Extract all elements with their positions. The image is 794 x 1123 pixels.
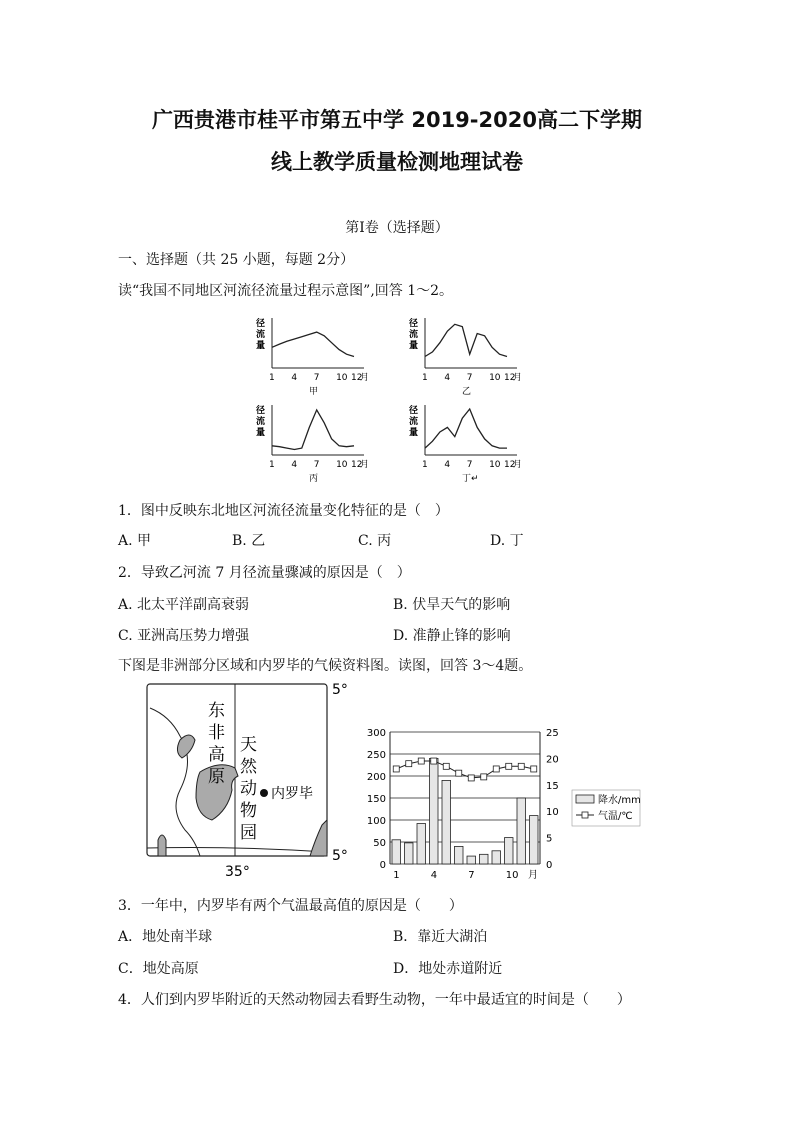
park-char: 物 bbox=[240, 801, 257, 821]
runoff-line bbox=[272, 332, 354, 356]
runoff-caption: 甲 bbox=[309, 387, 319, 397]
precip-bar bbox=[430, 758, 439, 864]
y-right-tick: 15 bbox=[546, 780, 559, 792]
question-4: 4．人们到内罗毕附近的天然动物园去看野生动物，一年中最适宜的时间是（ ） bbox=[118, 992, 631, 1008]
runoff-x-unit: 月 bbox=[360, 373, 370, 383]
question-2: 2．导致乙河流 7 月径流量骤减的原因是（ ） bbox=[118, 565, 411, 581]
precip-bar bbox=[467, 856, 476, 864]
runoff-ylabel-char: 径 bbox=[256, 319, 266, 329]
intro-runoff: 读“我国不同地区河流径流量过程示意图”,回答 1～2。 bbox=[118, 283, 454, 299]
q2-option-d: D. 准静止锋的影响 bbox=[393, 628, 511, 644]
y-left-tick: 200 bbox=[366, 772, 386, 783]
runoff-ylabel-char: 流 bbox=[409, 417, 419, 427]
part-heading: 一、选择题（共 25 小题，每题 2分） bbox=[118, 252, 355, 268]
runoff-x-tick: 12 bbox=[351, 373, 363, 383]
x-tick: 1 bbox=[393, 870, 400, 881]
runoff-x-tick: 7 bbox=[466, 460, 473, 470]
temp-marker bbox=[456, 770, 462, 776]
runoff-x-tick: 7 bbox=[313, 460, 320, 470]
question-1: 1．图中反映东北地区河流径流量变化特征的是（ ） bbox=[118, 503, 449, 519]
precip-bar bbox=[392, 840, 401, 864]
plateau-char: 高 bbox=[208, 745, 225, 765]
temp-line bbox=[396, 761, 534, 778]
q2-option-c: C. 亚洲高压势力增强 bbox=[118, 628, 250, 644]
runoff-x-tick: 10 bbox=[489, 373, 501, 383]
precip-bar bbox=[530, 816, 539, 864]
runoff-x-tick: 7 bbox=[313, 373, 320, 383]
runoff-ylabel-char: 量 bbox=[256, 428, 266, 438]
q2-option-a: A. 北太平洋副高衰弱 bbox=[118, 597, 250, 613]
runoff-x-unit: 月 bbox=[513, 460, 523, 470]
park-char: 动 bbox=[240, 779, 257, 799]
temp-marker bbox=[493, 766, 499, 772]
exam-title-line2: 线上教学质量检测地理试卷 bbox=[271, 150, 523, 174]
runoff-x-tick: 1 bbox=[269, 460, 275, 470]
q3-option-c: C．地处高原 bbox=[118, 961, 199, 977]
precip-bar bbox=[442, 780, 451, 864]
runoff-x-tick: 12 bbox=[351, 460, 363, 470]
temp-marker bbox=[518, 763, 524, 769]
runoff-caption: 丁↵ bbox=[462, 474, 479, 484]
park-char: 园 bbox=[240, 823, 257, 843]
runoff-ylabel-char: 流 bbox=[256, 417, 266, 427]
nairobi-dot bbox=[260, 789, 268, 797]
legend-precip-label: 降水/mm bbox=[598, 795, 641, 806]
plateau-char: 原 bbox=[208, 767, 225, 787]
runoff-ylabel-char: 径 bbox=[409, 406, 419, 416]
runoff-x-tick: 12 bbox=[504, 373, 516, 383]
question-3: 3．一年中，内罗毕有两个气温最高值的原因是（ ） bbox=[118, 898, 463, 914]
precip-bar bbox=[492, 851, 501, 864]
y-left-tick: 0 bbox=[379, 860, 386, 871]
runoff-ylabel-char: 量 bbox=[409, 428, 419, 438]
runoff-x-tick: 12 bbox=[504, 460, 516, 470]
runoff-caption: 乙 bbox=[462, 387, 472, 397]
precip-bar bbox=[405, 843, 414, 864]
runoff-x-tick: 4 bbox=[291, 460, 298, 470]
plateau-char: 非 bbox=[208, 723, 225, 743]
runoff-x-tick: 10 bbox=[336, 460, 348, 470]
precip-bar bbox=[455, 846, 464, 864]
y-right-tick: 0 bbox=[546, 860, 553, 871]
temp-marker bbox=[406, 761, 412, 767]
x-tick: 7 bbox=[468, 870, 475, 881]
q2-option-b: B. 伏旱天气的影响 bbox=[393, 597, 511, 613]
park-label bbox=[240, 735, 258, 843]
q1-option-c: C. 丙 bbox=[358, 533, 392, 549]
runoff-x-tick: 7 bbox=[466, 373, 473, 383]
park-char: 然 bbox=[240, 757, 257, 777]
runoff-x-tick: 4 bbox=[444, 373, 451, 383]
temp-marker bbox=[431, 758, 437, 764]
temp-marker bbox=[481, 774, 487, 780]
y-right-tick: 25 bbox=[546, 728, 559, 739]
temp-marker bbox=[468, 775, 474, 781]
precip-bar bbox=[417, 824, 426, 864]
africa-map bbox=[140, 680, 360, 880]
y-left-tick: 100 bbox=[366, 816, 386, 827]
runoff-x-tick: 1 bbox=[269, 373, 275, 383]
y-left-tick: 300 bbox=[366, 728, 386, 739]
runoff-x-tick: 4 bbox=[444, 460, 451, 470]
y-right-tick: 20 bbox=[546, 754, 559, 766]
runoff-ylabel-char: 量 bbox=[409, 341, 419, 351]
y-left-tick: 50 bbox=[373, 838, 386, 849]
runoff-x-tick: 1 bbox=[422, 373, 428, 383]
runoff-charts bbox=[250, 310, 540, 490]
x-tick: 10 bbox=[505, 870, 519, 881]
q1-option-a: A. 甲 bbox=[118, 533, 152, 549]
legend-temp-marker bbox=[582, 812, 588, 818]
y-right-tick: 5 bbox=[546, 833, 553, 845]
runoff-ylabel-char: 流 bbox=[256, 330, 266, 340]
x-unit: 月 bbox=[528, 870, 538, 881]
runoff-x-tick: 10 bbox=[489, 460, 501, 470]
intro-africa: 下图是非洲部分区域和内罗毕的气候资料图。读图，回答 3～4题。 bbox=[118, 658, 533, 674]
runoff-line bbox=[272, 410, 354, 450]
runoff-caption: 丙 bbox=[309, 474, 319, 484]
nairobi-climate-chart bbox=[360, 722, 660, 887]
q3-option-b: B．靠近大湖泊 bbox=[393, 929, 488, 945]
runoff-ylabel-char: 径 bbox=[409, 319, 419, 329]
runoff-x-tick: 4 bbox=[291, 373, 298, 383]
park-char: 天 bbox=[240, 735, 257, 755]
y-left-tick: 250 bbox=[366, 750, 386, 761]
runoff-ylabel-char: 量 bbox=[256, 341, 266, 351]
legend-temp-label: 气温/℃ bbox=[598, 811, 633, 822]
plateau-char: 东 bbox=[208, 701, 225, 721]
q3-option-a: A．地处南半球 bbox=[118, 929, 213, 945]
precip-bar bbox=[480, 854, 489, 864]
runoff-line bbox=[425, 324, 507, 356]
temp-marker bbox=[418, 758, 424, 764]
runoff-line bbox=[425, 409, 507, 448]
lon-label: 35° bbox=[225, 864, 250, 880]
section-title: 第Ⅰ卷（选择题） bbox=[345, 220, 449, 236]
temp-marker bbox=[506, 763, 512, 769]
temp-marker bbox=[443, 763, 449, 769]
runoff-x-tick: 1 bbox=[422, 460, 428, 470]
q3-option-d: D．地处赤道附近 bbox=[393, 961, 503, 977]
lat-top-label: 5° bbox=[332, 682, 348, 698]
y-right-tick: 10 bbox=[546, 807, 559, 819]
runoff-ylabel-char: 流 bbox=[409, 330, 419, 340]
precip-bar bbox=[505, 838, 514, 864]
city-label: 内罗毕 bbox=[271, 786, 313, 802]
runoff-x-unit: 月 bbox=[360, 460, 370, 470]
temp-marker bbox=[393, 766, 399, 772]
exam-title-line1: 广西贵港市桂平市第五中学 2019-2020高二下学期 bbox=[152, 108, 642, 132]
runoff-ylabel-char: 径 bbox=[256, 406, 266, 416]
lat-bottom-label: 5° bbox=[332, 848, 348, 864]
runoff-x-tick: 10 bbox=[336, 373, 348, 383]
runoff-x-unit: 月 bbox=[513, 373, 523, 383]
y-left-tick: 150 bbox=[366, 794, 386, 805]
legend-precip-swatch bbox=[576, 795, 594, 803]
temp-marker bbox=[531, 766, 537, 772]
q1-option-b: B. 乙 bbox=[232, 533, 266, 549]
precip-bar bbox=[517, 798, 526, 864]
x-tick: 4 bbox=[430, 870, 438, 881]
q1-option-d: D. 丁 bbox=[490, 533, 524, 549]
